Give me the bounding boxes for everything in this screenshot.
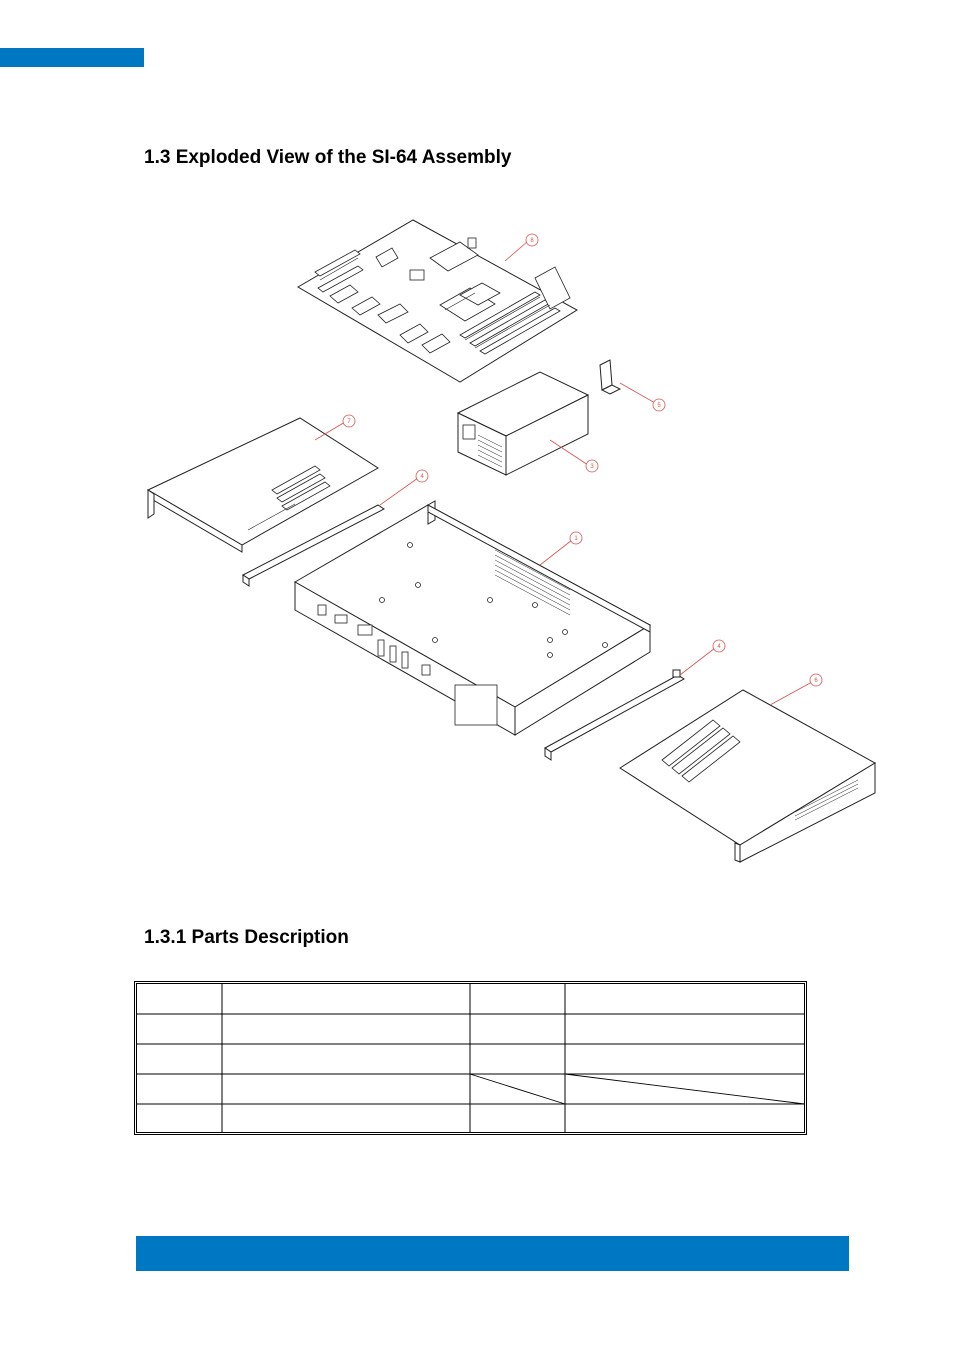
callout-label: 5 [657,403,661,409]
callout-label: 8 [530,238,534,244]
callout-label: 3 [590,464,594,470]
chassis [295,501,650,735]
subsection-heading: 1.3.1 Parts Description [144,927,349,948]
section-heading: 1.3 Exploded View of the SI-64 Assembly [144,147,512,168]
callout-label: 4 [420,474,424,480]
parts-description-table [134,981,807,1135]
callout-label: 6 [814,678,818,684]
exploded-view-drawing [130,200,890,880]
power-supply [458,372,588,475]
header-accent-bar [0,48,144,67]
psu-bracket [600,360,620,394]
top-cover-left [148,418,378,552]
callout-label: 4 [717,644,721,650]
callout-label: 7 [347,419,351,425]
footer-accent-bar [136,1236,849,1271]
top-cover-right [620,690,875,862]
callout-label: 1 [574,536,578,542]
